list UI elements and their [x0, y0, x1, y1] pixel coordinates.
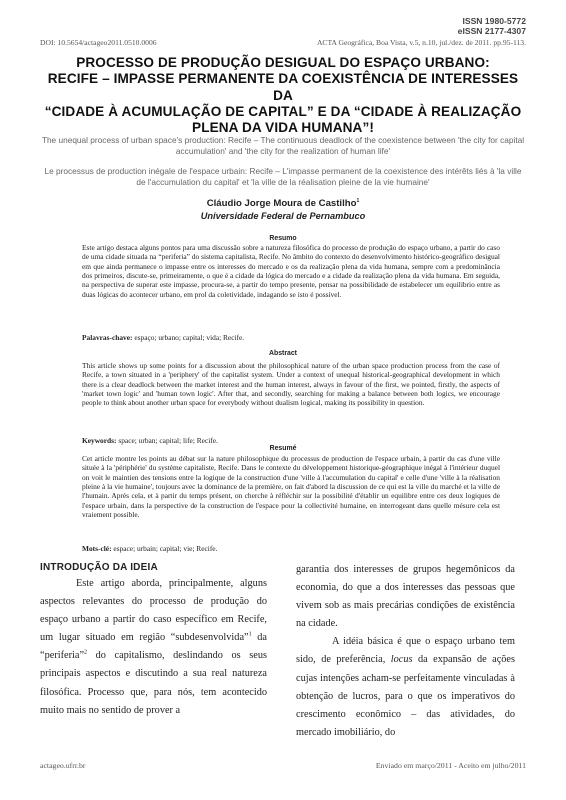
resumo-keywords [82, 333, 500, 342]
resume-heading: Resumé [269, 445, 297, 452]
resumo-heading: Resumo [269, 235, 297, 242]
author [40, 198, 526, 209]
title-line: RECIFE – IMPASSE PERMANENTE DA COEXISTÊNCIA DE INTERESSES DA [47, 71, 519, 103]
paragraph [296, 633, 515, 742]
title-line: PLENA DA VIDA HUMANA”! [192, 120, 374, 136]
italic-term: locus [390, 654, 413, 666]
title-line: PROCESSO DE PRODUÇÃO DESIGUAL DO ESPAÇO URBANO: [76, 55, 490, 70]
paragraph-text: da expansão de ações cujas intenções acham-se perfeitamente vinculadas à obtenção de lucros, para o que os imperativos do crescimento econômico – das atividades, do mercado imobiliário, do [296, 654, 515, 738]
resume-keywords [82, 544, 500, 553]
affiliation: Universidade Federal de Pernambuco [200, 211, 366, 221]
subtitle-french: Le processus de production inégale de l'espace urbain: Recife – L'impasse permanent de la coexistence des intérêts liés à 'la ville de l'accumulation du capital' et 'la ville de la réalisation pleine de la vie humaine' [44, 166, 522, 188]
paragraph-text: da “periferia” [40, 632, 268, 662]
paragraph-text: Este artigo aborda, principalmente, alguns aspectos relevantes do processo de produção do espaço urbano a partir do caso específico em Recife, um lugar situado em região “subdesenvolvida” [40, 578, 267, 644]
resume-body: Cet article montre les points au débat sur la nature philosophique du processus de production de l'espace urbain, à partir du cas d'une ville située à la 'périphérie' du système capitaliste, Recife. Dans le contexte du développement historique-géographique inégal à l'intérieur duquel on voit le maintien des tensions entre la logique de la construction d'une 'ville à l'accumulation du capital' e celle d'une 'ville à la réalisation pleine à la vie humaine', toujours avec la dominance de la première, on fait d'abord la discussion de ce qui est la ville du marché et la ville de l'humain. Après cela, et à partir du temps présent, on cherche à réfléchir sur la possibilité d'établir un equilibre entre ces deux logiques de l'espace urbain, dans la perspective de la construction de l'espace pour la collectivité humaine, en interrogeant dans quelle mésure cela est vraiement possible. [82, 454, 500, 520]
section-title: INTRODUÇÃO DA IDEIA [40, 562, 158, 573]
keywords-text: space; urban; capital; life; Recife. [116, 436, 218, 445]
subtitle-english: The unequal process of urban space's production: Recife – The continuous deadlock of the coexistence between 'the city for capital accumulation' and 'the city for the realization of human life' [41, 135, 525, 157]
paragraph-text: A idéia básica é que o espaço urbano tem sido, de preferência, [296, 636, 515, 666]
title-line: “CIDADE À ACUMULAÇÃO DE CAPITAL” E DA “CIDADE À REALIZAÇÃO [44, 103, 522, 119]
keywords-label: Mots-clé: [82, 544, 112, 553]
paragraph-text: do capitalismo, deslindando os seus principais aspectos e discutindo a sua real natureza filosófica. Processo que, para nós, tem acontecido muito mais no sentido de prover a [40, 650, 267, 716]
abstract-keywords [82, 436, 500, 445]
journal-reference: ACTA Geográfica, Boa Vista, v.5, n.10, jul./dez. de 2011. pp.95-113. [316, 38, 526, 47]
footnote-marker: 2 [84, 649, 88, 656]
body-column-right [296, 561, 515, 742]
author-footnote-marker: 1 [356, 198, 360, 204]
doi: DOI: 10.5654/actageo2011.0510.0006 [40, 38, 157, 47]
paragraph [40, 575, 267, 720]
issn-print: ISSN 1980-5772 [462, 16, 526, 26]
keywords-label: Palavras-chave: [82, 333, 133, 342]
keywords-text: espaço; urbano; capital; vida; Recife. [132, 333, 245, 342]
author-name: Cláudio Jorge Moura de Castilho [206, 198, 357, 210]
footer-website: actageo.ufrr.br [40, 761, 86, 770]
paper-title [40, 55, 526, 136]
body-column-left [40, 575, 267, 720]
footnote-marker: 1 [248, 631, 252, 638]
abstract-heading: Abstract [269, 350, 297, 357]
keywords-label: Keywords: [82, 436, 117, 445]
footer-dates: Enviado em março/2011 - Aceito em julho/2011 [375, 761, 526, 770]
resumo-body: Este artigo destaca alguns pontos para uma discussão sobre a natureza filosófica do processo de produção do espaço urbano, a partir do caso de uma cidade situada na “periferia” do sistema capitalista, Recife. No âmbito do contexto do desenvolvimento histórico-geográfico desigual em que ainda permanece o impasse entre os interesses do mercado e os da realização plena da vida humana, sempre com a predominância dos primeiros, discute-se, primeiramente, o que é a cidade da lógica do mercado e a cidade da realização plena da vida humana. Em seguida, na perspectiva de superar este impasse, procura-se, a partir do tempo presente, pensar na possibilidade de estabelecer um equilíbrio entre as duas lógicas do acontecer urbano, em prol da coletividade, indagando se isto é possível. [82, 243, 500, 299]
issn-block [458, 16, 526, 36]
paragraph: garantia dos interesses de grupos hegemônicos da economia, do que a dos interesses das pessoas que vivem sob as mais precárias condições de existência na cidade. [296, 564, 515, 630]
issn-electronic: eISSN 2177-4307 [457, 26, 526, 36]
abstract-body: This article shows up some points for a discussion about the philosophical nature of the urban space production process from the case of Recife, a town situated in a 'periphery' of the capitalist system. Under a context of unequal historical-geographical development in which there is a clear deadlock between the market interest and the human interest, always in favour of the first, we pointed, firstly, the aspects of 'market town logic' and 'human town logic'. After that, and secondly, searching for making a balance between both logics, we encourage people to think about another urban space for everybody without dualism logical, making its possibility in question. [82, 361, 500, 408]
keywords-text: espace; urbain; capital; vie; Recife. [111, 544, 218, 553]
